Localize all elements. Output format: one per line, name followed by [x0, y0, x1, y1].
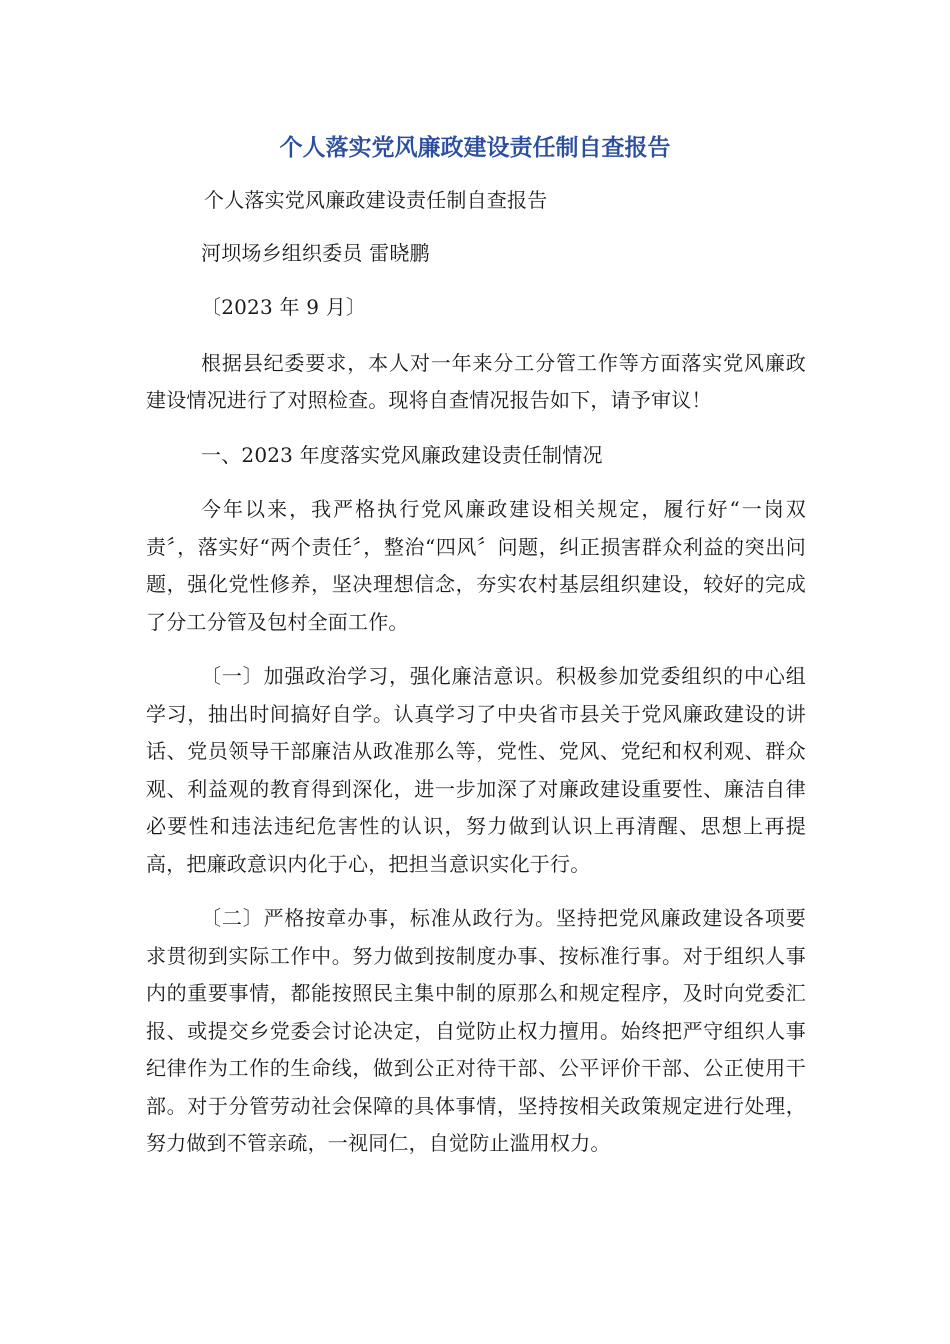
report-subtitle: 个人落实党风廉政建设责任制自查报告: [204, 188, 548, 212]
section-heading: 一、2023 年度落实党风廉政建设责任制情况: [201, 442, 603, 467]
author-line: 河坝场乡组织委员 雷晓鹏: [201, 240, 430, 265]
paragraph-item-1: 〔一〕加强政治学习，强化廉洁意识。积极参加党委组织的中心组学习，抽出时间搞好自学。认真学习了中央省市县关于党风廉政建设的讲话、党员领导干部廉洁从政准那么等，党性、党风、党纪和权利观、群众观、利益观的教育得到深化，进一步加深了对廉政建设重要性、廉洁自律必要性和违法违纪危害性的认识，努力做到认识上再清醒、思想上再提高，把廉政意识内化于心，把担当意识实化于行。: [146, 664, 806, 876]
paragraph-intro: 根据县纪委要求，本人对一年来分工分管工作等方面落实党风廉政建设情况进行了对照检查。现将自查情况报告如下，请予审议！: [146, 350, 806, 412]
paragraph-item-2: 〔二〕严格按章办事，标准从政行为。坚持把党风廉政建设各项要求贯彻到实际工作中。努力做到按制度办事、按标准行事。对于组织人事内的重要事情，都能按照民主集中制的原那么和规定程序，及时向党委汇报、或提交乡党委会讨论决定，自觉防止权力擅用。始终把严守组织人事纪律作为工作的生命线，做到公正对待干部、公平评价干部、公正使用干部。对于分管劳动社会保障的具体事情，坚持按相关政策规定进行处理，努力做到不管亲疏，一视同仁，自觉防止滥用权力。: [146, 906, 806, 1155]
document-body: [146, 182, 806, 1180]
paragraph-overview: 今年以来，我严格执行党风廉政建设相关规定，履行好“一岗双责〞，落实好“两个责任〞，整治“四风〞问题，纠正损害群众利益的突出问题，强化党性修养，坚决理想信念，夯实农村基层组织建设，较好的完成了分工分管及包村全面工作。: [146, 497, 806, 634]
document-title: 个人落实党风廉政建设责任制自查报告: [279, 135, 671, 161]
date-line: 〔2023 年 9 月〕: [201, 295, 367, 319]
